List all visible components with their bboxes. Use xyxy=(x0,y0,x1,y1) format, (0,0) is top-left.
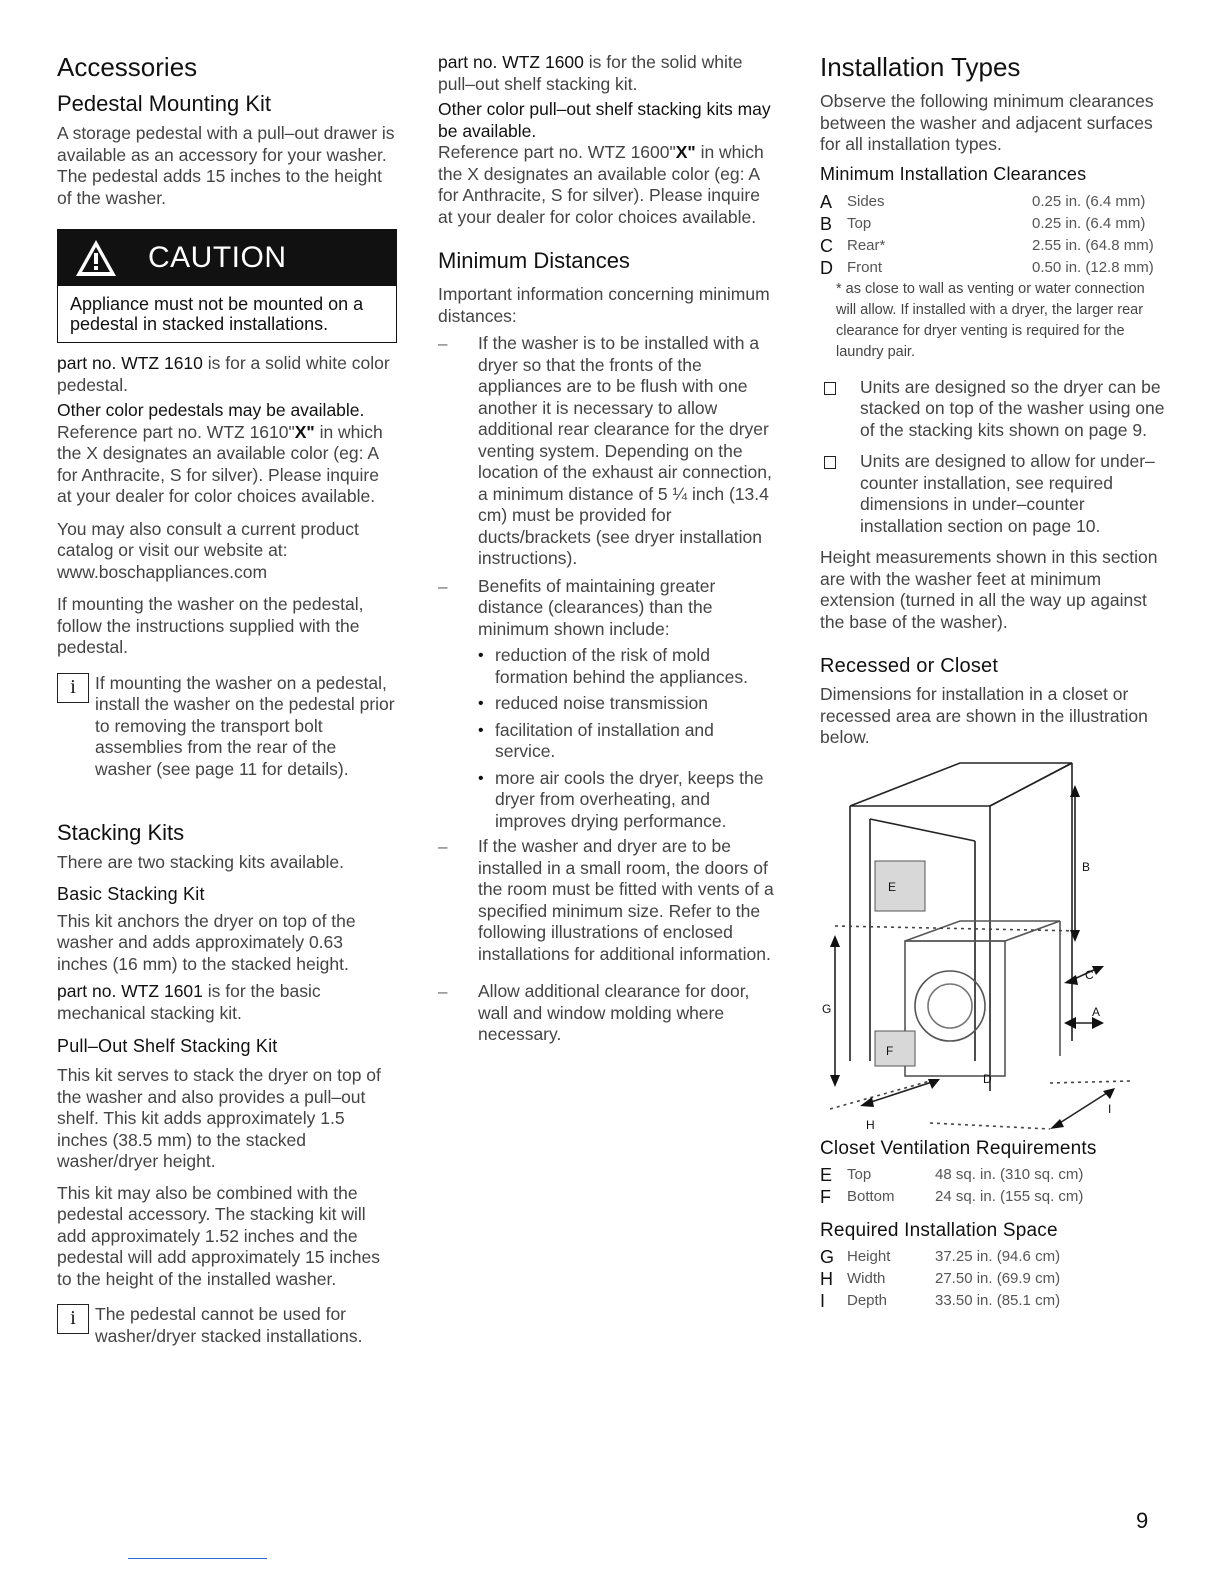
bullet-text: reduced noise transmission xyxy=(495,693,709,713)
installation-intro: Observe the following minimum clearances between the washer and adjacent surfaces for all installation types. xyxy=(820,91,1154,154)
dash-item-2: – Benefits of maintaining greater distance (clearances) than the minimum shown include: xyxy=(438,576,778,641)
label-c: C xyxy=(1085,967,1094,982)
reference-1610-b: in which the X designates an available color (eg: A for Anthracite, S for silver). Please inquire at your dealer for color choices available. xyxy=(57,421,383,506)
space-key: G xyxy=(820,1246,835,1267)
vent-label: Top xyxy=(847,1165,872,1183)
reference-1610-x: X" xyxy=(294,421,315,442)
label-f: F xyxy=(886,1043,894,1058)
vent-row xyxy=(820,1186,1165,1208)
min-dist-heading: Minimum Distances xyxy=(438,248,630,273)
check-item-1-text: Units are designed so the dryer can be stacked on top of the washer using one of the stacking kits shown on page 9. xyxy=(860,376,1165,440)
space-key: I xyxy=(820,1290,826,1311)
vent-table xyxy=(820,1164,1165,1208)
label-e: E xyxy=(888,879,897,894)
info-note-2-text: The pedestal cannot be used for washer/dryer stacked installations. xyxy=(95,1304,363,1346)
vent-row xyxy=(820,1164,1165,1186)
label-a: A xyxy=(1092,1004,1101,1019)
caution-label: CAUTION xyxy=(148,241,287,274)
space-label: Depth xyxy=(847,1291,888,1309)
recessed-heading: Recessed or Closet xyxy=(820,655,999,677)
info-icon: i xyxy=(57,1304,89,1334)
caution-header xyxy=(58,230,396,286)
bottom-divider xyxy=(128,1558,267,1559)
space-row xyxy=(820,1268,1165,1290)
accessories-title: Accessories xyxy=(57,52,198,82)
pullout-heading: Pull–Out Shelf Stacking Kit xyxy=(57,1036,278,1056)
vent-value: 48 sq. in. (310 sq. cm) xyxy=(935,1165,1084,1183)
dash-item-4: – Allow additional clearance for door, wall and window molding where necessary. xyxy=(438,981,778,1046)
part-1600-label: part no. WTZ 1600 xyxy=(438,52,584,72)
clearance-value: 2.55 in. (64.8 mm) xyxy=(1032,236,1154,254)
bullet-text: facilitation of installation and service. xyxy=(495,719,714,761)
vent-value: 24 sq. in. (155 sq. cm) xyxy=(935,1187,1084,1205)
caution-text: Appliance must not be mounted on a pedestal in stacked installations. xyxy=(70,294,364,334)
checkbox-icon xyxy=(824,382,836,395)
reference-1600 xyxy=(438,142,778,228)
space-table xyxy=(820,1246,1165,1312)
installation-title: Installation Types xyxy=(820,52,1021,82)
pedestal-intro: A storage pedestal with a pull–out drawer is available as an accessory for your washer. The pedestal adds 15 inches to the height of the washer. xyxy=(57,123,395,208)
clearances-table xyxy=(820,191,1165,279)
part-1610-label: part no. WTZ 1610 xyxy=(57,353,203,373)
space-key: H xyxy=(820,1268,833,1289)
reference-1600-x: X" xyxy=(675,142,696,162)
clearance-value: 0.25 in. (6.4 mm) xyxy=(1032,214,1146,232)
clearance-key: B xyxy=(820,213,833,234)
other-shelf: Other color pull–out shelf stacking kits may be available. xyxy=(438,99,771,141)
space-value: 33.50 in. (85.1 cm) xyxy=(935,1291,1061,1309)
clearance-footnote: * as close to wall as venting or water connection will allow. If installed with a dryer, the larger rear clearance for dryer venting is required for the laundry pair. xyxy=(836,280,1145,360)
mounting-text: If mounting the washer on the pedestal, follow the instructions supplied with the pedestal. xyxy=(57,594,364,657)
clearance-label: Rear* xyxy=(847,236,886,254)
stacking-intro: There are two stacking kits available. xyxy=(57,852,344,872)
reference-1600-b: in which the X designates an available color (eg: A for Anthracite, S for silver). Please inquire at your dealer for color choices available. xyxy=(438,142,764,227)
space-heading: Required Installation Space xyxy=(820,1219,1058,1241)
label-g: G xyxy=(822,1001,832,1016)
min-dist-intro: Important information concerning minimum distances: xyxy=(438,284,770,326)
clearance-value: 0.25 in. (6.4 mm) xyxy=(1032,192,1146,210)
dash-item-1: – If the washer is to be installed with a dryer so that the fronts of the appliances are to be flush with one another it is necessary to allow additional rear clearance for the dryer venting system. Depending on the location of the exhaust air connection, a minimum distance of 5 ¼ inch (13.4 cm) must be provided for ducts/brackets (see dryer installation instructions). xyxy=(438,333,778,570)
check-item-2 xyxy=(820,451,1165,537)
bullet-text: more air cools the dryer, keeps the dryer from overheating, and improves drying performance. xyxy=(495,767,764,831)
part-1600-text: is for the solid white pull–out shelf stacking kit. xyxy=(438,52,743,94)
bullet-item: • reduced noise transmission xyxy=(478,693,709,713)
checkbox-icon xyxy=(824,456,836,469)
basic-text: This kit anchors the dryer on top of the washer and adds approximately 0.63 inches (16 mm) to the stacked height. xyxy=(57,910,356,974)
part-1610 xyxy=(57,353,397,396)
pedestal-heading: Pedestal Mounting Kit xyxy=(57,91,272,116)
vent-key: E xyxy=(820,1164,833,1185)
label-d: D xyxy=(983,1071,992,1086)
combined-text: This kit may also be combined with the pedestal accessory. The stacking kit will add approximately 1.52 inches and the pedestal will add approximately 15 inches to the height of the installed washer. xyxy=(57,1182,380,1289)
clearance-label: Front xyxy=(847,258,883,276)
part-1600 xyxy=(438,52,778,95)
clearance-row xyxy=(820,191,1165,213)
consult-text: You may also consult a current product catalog or visit our website at: www.boschappliances.com xyxy=(57,518,359,582)
bullet-item: • more air cools the dryer, keeps the dryer from overheating, and improves drying performance. xyxy=(478,767,764,831)
vent-heading: Closet Ventilation Requirements xyxy=(820,1137,1097,1159)
part-1601-text: is for the basic mechanical stacking kit. xyxy=(57,981,321,1023)
part-1601-label: part no. WTZ 1601 xyxy=(57,981,203,1001)
column-middle xyxy=(438,52,778,1046)
space-value: 37.25 in. (94.6 cm) xyxy=(935,1247,1061,1265)
info-note-1 xyxy=(57,673,397,781)
reference-1610 xyxy=(57,422,397,508)
info-icon: i xyxy=(57,673,89,703)
clearance-row xyxy=(820,235,1165,257)
clearance-label: Sides xyxy=(847,192,885,210)
part-1610-text: is for a solid white color pedestal. xyxy=(57,353,390,395)
clearance-key: D xyxy=(820,257,833,278)
label-i: I xyxy=(1108,1101,1112,1116)
check-item-1 xyxy=(820,377,1165,442)
closet-diagram xyxy=(820,761,1140,1136)
vent-key: F xyxy=(820,1186,831,1207)
bullet-text: reduction of the risk of mold formation behind the appliances. xyxy=(495,645,748,687)
part-1601 xyxy=(57,981,397,1024)
clearance-row xyxy=(820,257,1165,279)
page-number: 9 xyxy=(1136,1508,1149,1533)
caution-box xyxy=(57,229,397,343)
clearance-key: C xyxy=(820,235,833,256)
clearance-label: Top xyxy=(847,214,872,232)
reference-1600-a: Reference part no. WTZ 1600" xyxy=(438,142,676,162)
pullout-text: This kit serves to stack the dryer on top of the washer and also provides a pull–out shelf. This kit adds approximately 1.5 inches (38.5 mm) to the stacked washer/dryer height. xyxy=(57,1065,381,1171)
vent-label: Bottom xyxy=(847,1187,895,1205)
check-item-2-text: Units are designed to allow for under–counter installation, see required dimensions in under–counter installation section on page 10. xyxy=(860,451,1155,536)
bullet-item: • reduction of the risk of mold formation behind the appliances. xyxy=(478,645,748,687)
space-label: Width xyxy=(847,1269,886,1287)
space-row xyxy=(820,1290,1165,1312)
label-b: B xyxy=(1082,859,1091,874)
recessed-text: Dimensions for installation in a closet or recessed area are shown in the illustration below. xyxy=(820,684,1148,747)
clearance-key: A xyxy=(820,191,833,212)
basic-heading: Basic Stacking Kit xyxy=(57,883,205,904)
space-label: Height xyxy=(847,1247,891,1265)
space-row xyxy=(820,1246,1165,1268)
warning-icon xyxy=(74,238,118,278)
reference-1610-a: Reference part no. WTZ 1610" xyxy=(57,421,295,442)
bullet-item: • facilitation of installation and service. xyxy=(478,719,714,761)
clearance-row xyxy=(820,213,1165,235)
dash-item-3: – If the washer and dryer are to be installed in a small room, the doors of the room must be fitted with vents of a specified minimum size. Refer to the following illustrations of enclosed installations for additional information. xyxy=(438,836,778,965)
stacking-heading: Stacking Kits xyxy=(57,820,185,845)
clearance-value: 0.50 in. (12.8 mm) xyxy=(1032,258,1154,276)
height-text: Height measurements shown in this section are with the washer feet at minimum extension (turned in all the way up against the base of the washer). xyxy=(820,547,1158,632)
label-h: H xyxy=(866,1117,875,1132)
space-value: 27.50 in. (69.9 cm) xyxy=(935,1269,1061,1287)
info-note-1-text: If mounting the washer on a pedestal, install the washer on the pedestal prior to removing the transport bolt assemblies from the rear of the washer (see page 11 for details). xyxy=(95,672,395,779)
other-pedestals: Other color pedestals may be available. xyxy=(57,400,365,420)
info-note-2 xyxy=(57,1304,397,1347)
column-right xyxy=(820,52,1165,1312)
column-left xyxy=(57,52,397,1347)
clearances-heading: Minimum Installation Clearances xyxy=(820,163,1087,184)
